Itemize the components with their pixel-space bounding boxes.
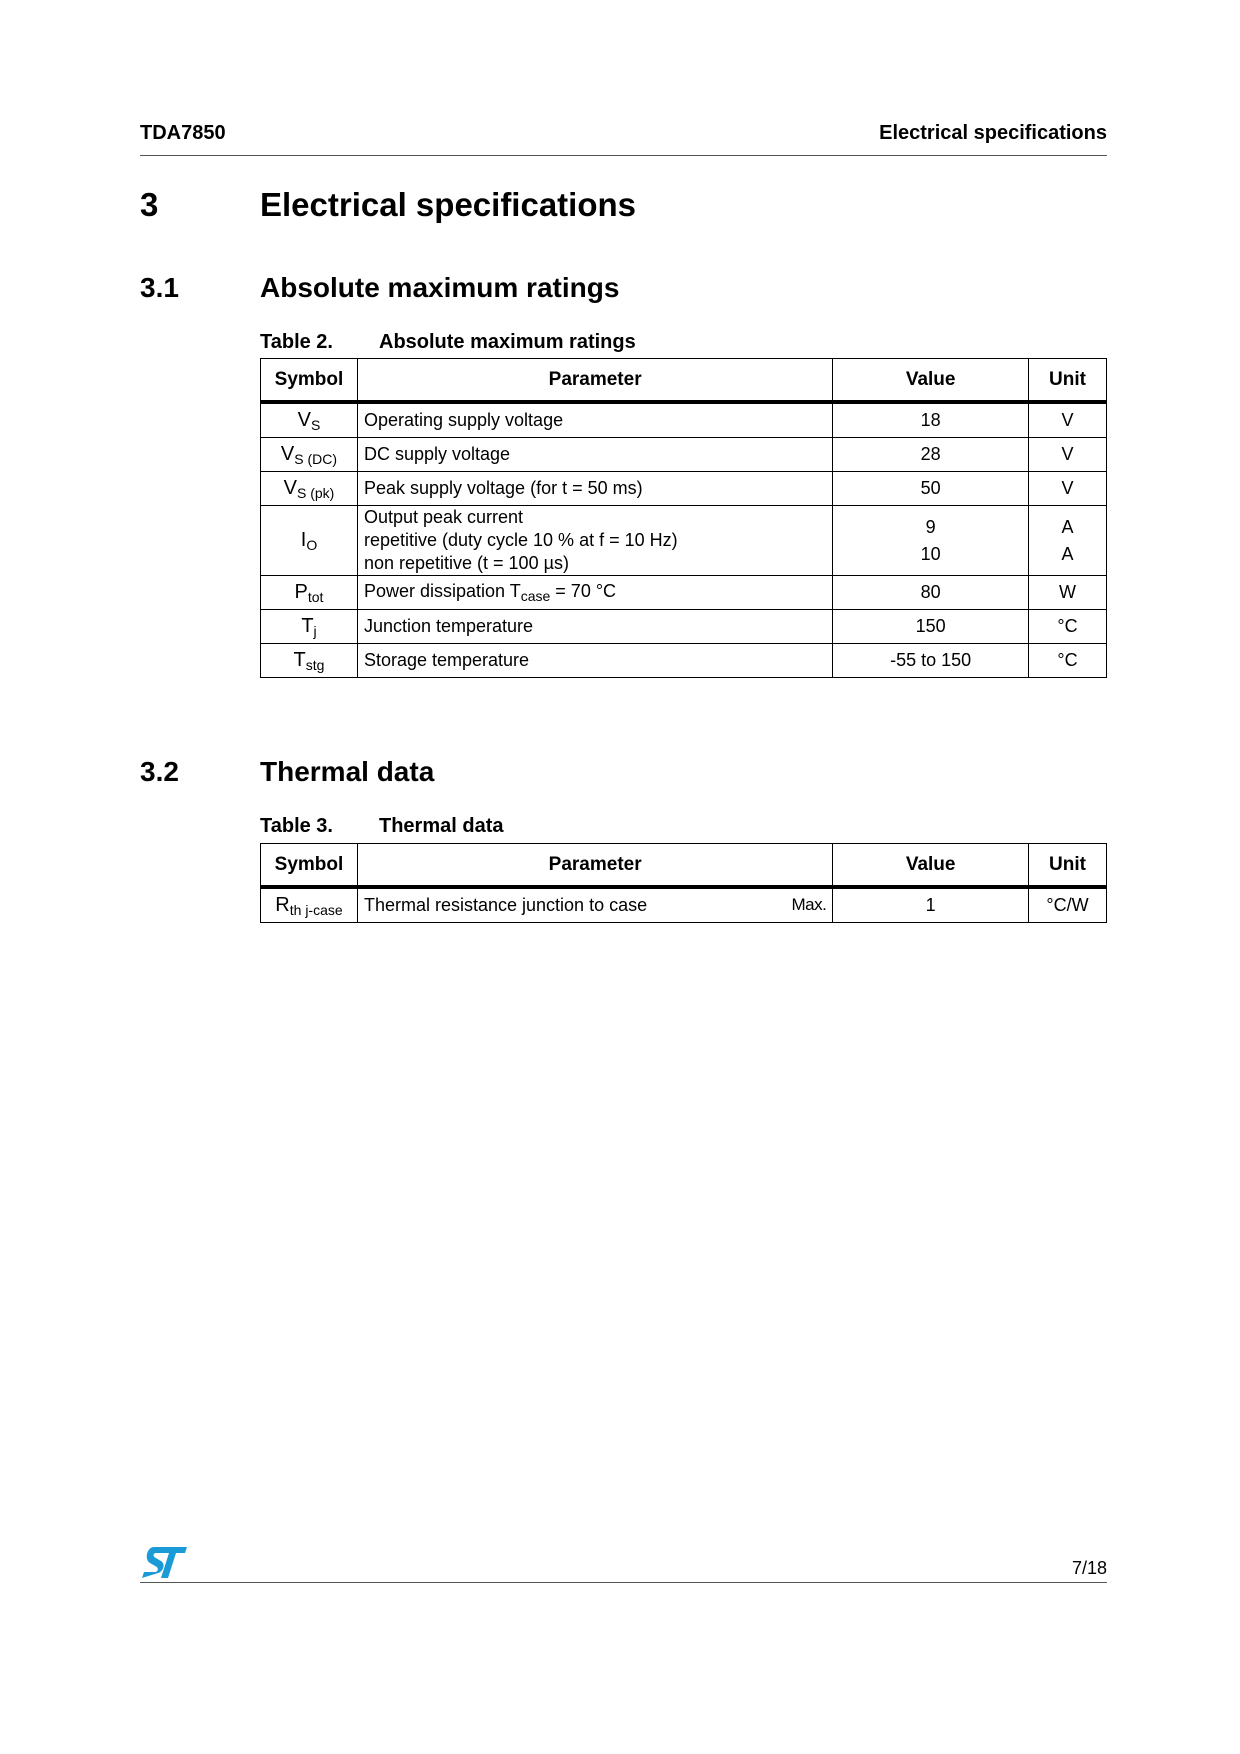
header-divider — [140, 155, 1107, 156]
subsection-title: Absolute maximum ratings — [260, 272, 620, 303]
symbol-cell: $V_S$ — [261, 402, 358, 438]
page-number: 7/18 — [1071, 1558, 1107, 1578]
table-row — [261, 644, 1107, 678]
parameter-cell: Junction temperature — [357, 610, 832, 644]
subsection-number: 3.1 — [140, 272, 179, 303]
value-cell: 9 10 — [833, 506, 1029, 576]
symbol-cell: $I_O$ — [261, 506, 358, 576]
table-row — [261, 887, 1107, 923]
header-parameter: Parameter — [357, 844, 832, 888]
header-symbol: Symbol — [261, 844, 358, 888]
value-cell: 150 — [833, 610, 1029, 644]
table-row — [261, 506, 1107, 576]
parameter-cell: DC supply voltage — [357, 438, 832, 472]
table-row — [261, 472, 1107, 506]
unit-cell: °C — [1029, 644, 1107, 678]
value-cell: 1 — [833, 887, 1029, 923]
value-cell: 50 — [833, 472, 1029, 506]
table-header-row — [261, 844, 1107, 888]
unit-cell: V — [1029, 472, 1107, 506]
parameter-text: Thermal resistance junction to case — [363, 895, 648, 915]
symbol-cell: $V_{S (pk)}$ — [261, 472, 358, 506]
symbol-cell: $T_j$ — [261, 610, 358, 644]
table-header-row — [261, 359, 1107, 403]
subsection-title: Thermal data — [260, 756, 435, 787]
header-unit: Unit — [1029, 359, 1107, 403]
parameter-line: repetitive (duty cycle 10 % at f = 10 Hz) — [363, 530, 678, 550]
symbol-cell: $R_{th j-case}$ — [261, 887, 358, 923]
unit-cell: V — [1029, 402, 1107, 438]
symbol-cell: $P_{tot}$ — [261, 576, 358, 610]
table-row — [261, 438, 1107, 472]
table-caption-title: Thermal data — [379, 815, 504, 837]
footer-divider — [140, 1582, 1107, 1583]
header-parameter: Parameter — [357, 359, 832, 403]
section-number: 3 — [140, 186, 159, 223]
parameter-line: Output peak current — [363, 507, 524, 527]
table-row — [261, 576, 1107, 610]
parameter-cell: Operating supply voltage — [357, 402, 832, 438]
value-cell: -55 to 150 — [833, 644, 1029, 678]
parameter-cell: Power dissipation $T_{case} = 70$ °C — [357, 576, 832, 610]
absolute-max-ratings-table — [260, 358, 1107, 678]
header-doc-id: TDA7850 — [140, 122, 226, 144]
header-value: Value — [833, 844, 1029, 888]
symbol-cell: $T_{stg}$ — [261, 644, 358, 678]
value-cell: 80 — [833, 576, 1029, 610]
value-cell: 28 — [833, 438, 1029, 472]
thermal-data-table — [260, 843, 1107, 923]
header-symbol: Symbol — [261, 359, 358, 403]
parameter-line: non repetitive (t = 100 µs) — [363, 553, 569, 573]
unit-cell: V — [1029, 438, 1107, 472]
table-row — [261, 610, 1107, 644]
header-value: Value — [833, 359, 1029, 403]
header-unit: Unit — [1029, 844, 1107, 888]
symbol-cell: $V_{S (DC)}$ — [261, 438, 358, 472]
unit-cell: °C/W — [1029, 887, 1107, 923]
unit-cell: W — [1029, 576, 1107, 610]
parameter-cell: Storage temperature — [357, 644, 832, 678]
parameter-cell: Peak supply voltage (for t = 50 ms) — [357, 472, 832, 506]
value-cell: 18 — [833, 402, 1029, 438]
unit-cell: °C — [1029, 610, 1107, 644]
st-logo — [140, 1546, 188, 1579]
subsection-number: 3.2 — [140, 756, 179, 787]
table-caption-label: Table 3. — [260, 815, 333, 837]
table-caption-label: Table 2. — [260, 331, 333, 353]
parameter-cell — [357, 887, 832, 923]
header-section-title: Electrical specifications — [879, 122, 1107, 144]
section-title: Electrical specifications — [260, 186, 637, 223]
table-row — [261, 402, 1107, 438]
unit-cell: A A — [1029, 506, 1107, 576]
parameter-cell — [357, 506, 832, 576]
qualifier-text: Max. — [791, 895, 827, 914]
table-caption-title: Absolute maximum ratings — [379, 331, 636, 353]
